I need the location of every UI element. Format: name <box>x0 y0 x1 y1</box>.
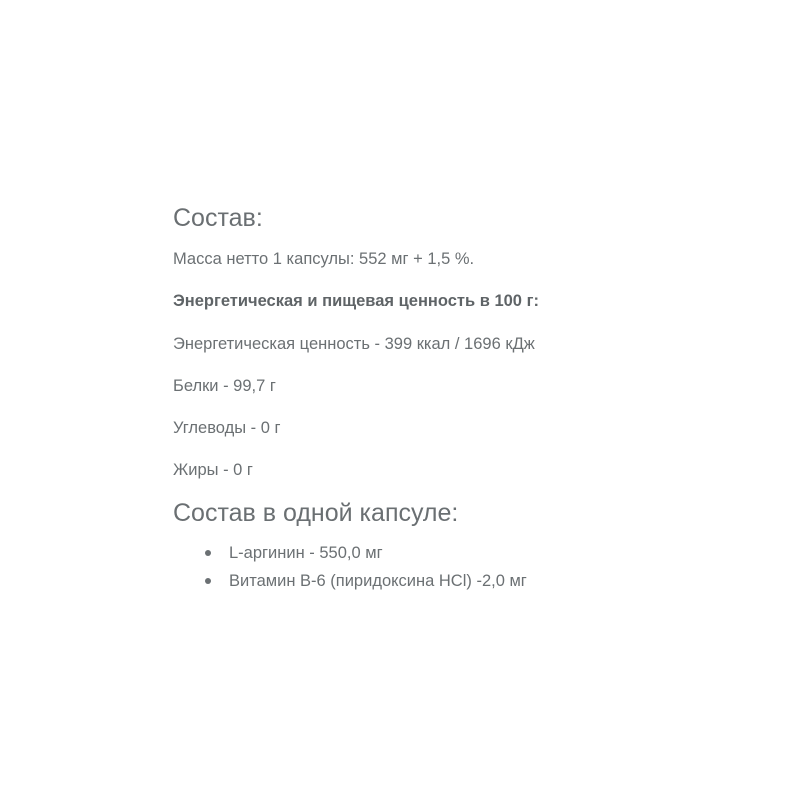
capsule-composition-title: Состав в одной капсуле: <box>173 499 459 527</box>
bullet-icon <box>205 578 211 584</box>
protein-text: Белки - 99,7 г <box>173 377 276 395</box>
composition-title: Состав: <box>173 204 263 232</box>
ingredient-label: Витамин В-6 (пиридоксина HCl) -2,0 мг <box>229 572 527 590</box>
ingredient-label: L-аргинин - 550,0 мг <box>229 544 383 562</box>
nutrition-heading: Энергетическая и пищевая ценность в 100 г: <box>173 292 539 310</box>
carbs-text: Углеводы - 0 г <box>173 419 281 437</box>
net-weight-text: Масса нетто 1 капсулы: 552 мг + 1,5 %. <box>173 250 475 268</box>
fats-text: Жиры - 0 г <box>173 461 253 479</box>
energy-value-text: Энергетическая ценность - 399 ккал / 1696 кДж <box>173 335 535 353</box>
bullet-icon <box>205 550 211 556</box>
